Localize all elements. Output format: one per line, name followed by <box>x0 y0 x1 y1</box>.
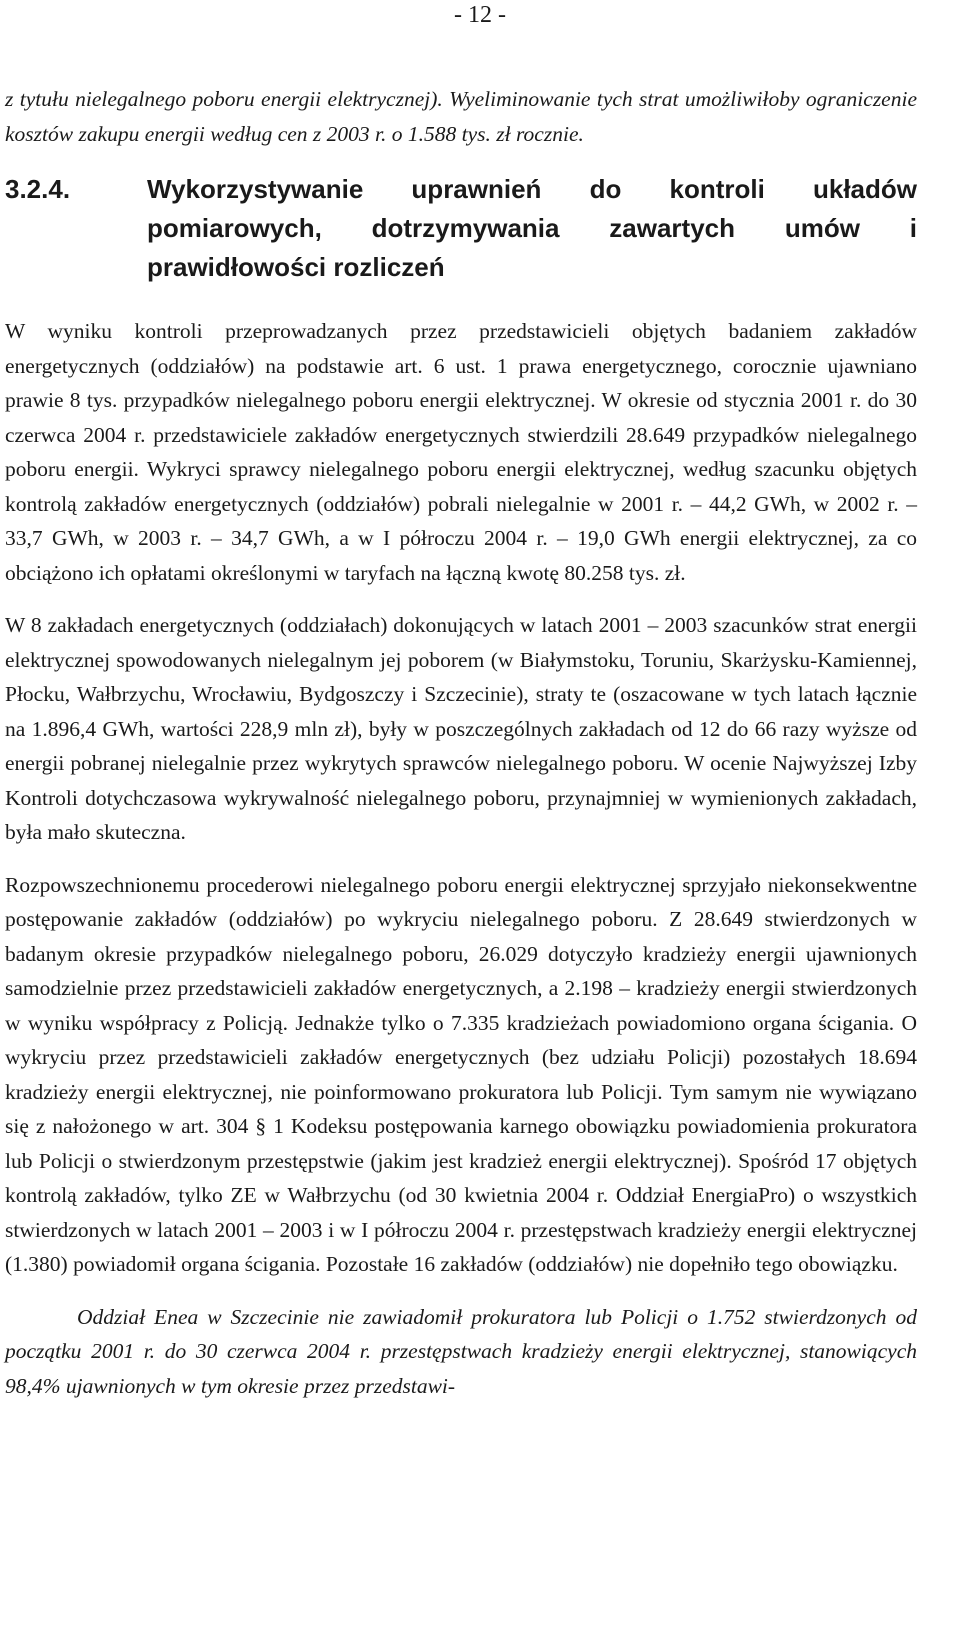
intro-paragraph: z tytułu nielegalnego poboru energii elektrycznej). Wyeliminowanie tych strat umożliwiłoby ograniczenie kosztów zakupu energii według cen z 2003 r. o 1.588 tys. zł rocznie. <box>5 87 917 146</box>
paragraph-1: W wyniku kontroli przeprowadzanych przez przedstawicieli objętych badaniem zakładów energetycznych (oddziałów) na podstawie art. 6 ust. 1 prawa energetycznego, corocznie ujawniano prawie 8 tys. przypadków nielegalnego poboru energii elektrycznej. W okresie od stycznia 2001 r. do 30 czerwca 2004 r. przedstawiciele zakładów energetycznych stwierdzili 28.649 przypadków nielegalnego poboru energii. Wykryci sprawcy nielegalnego poboru energii elektrycznej, według szacunku objętych kontrolą zakładów energetycznych (oddziałów) pobrali nielegalnie w 2001 r. – 44,2 GWh, w 2002 r. – 33,7 GWh, w 2003 r. – 34,7 GWh, a w I półroczu 2004 r. – 19,0 GWh energii elektrycznej, za co obciążono ich opłatami określonymi w taryfach na łączną kwotę 80.258 tys. zł. <box>5 319 917 585</box>
paragraph-3: Rozpowszechnionemu procederowi nielegalnego poboru energii elektrycznej sprzyjało niekonsekwentne postępowanie zakładów (oddziałów) po wykryciu nielegalnego poboru. Z 28.649 stwierdzonych w badanym okresie przypadków nielegalnego poboru, 26.029 dotyczyło kradzieży energii ujawnionych samodzielnie przez przedstawicieli zakładów energetycznych, a 2.198 – kradzieży energii stwierdzonych w wyniku współpracy z Policją. Jednakże tylko o 7.335 kradzieżach powiadomiono organa ścigania. O wykryciu przez przedstawicieli zakładów energetycznych (bez udziału Policji) pozostałych 18.694 kradzieży energii elektrycznej, nie poinformowano prokuratora lub Policji. Tym samym nie wywiązano się z nałożonego w art. 304 § 1 Kodeksu postępowania karnego obowiązku powiadomienia prokuratora lub Policji o stwierdzonym przestępstwie (jakim jest kradzież energii elektrycznej). Spośród 17 objętych kontrolą zakładów, tylko ZE w Wałbrzychu (od 30 kwietnia 2004 r. Oddział EnergiaPro) o wszystkich stwierdzonych w latach 2001 – 2003 i w I półroczu 2004 r. przestępstwach kradzieży energii elektrycznej (1.380) powiadomił organa ścigania. Pozostałe 16 zakładów (oddziałów) nie dopełniło tego obowiązku. <box>5 872 917 1276</box>
paragraph-4: Oddział Enea w Szczecinie nie zawiadomił prokuratora lub Policji o 1.752 stwierdzonych od początku 2001 r. do 30 czerwca 2004 r. przestępstwach kradzieży energii elektrycznej, stanowiących 98,4% ujawnionych w tym okresie przez przedstawi- <box>5 1304 917 1398</box>
section-title: Wykorzystywanie uprawnień do kontroli układów pomiarowych, dotrzymywania zawartych umów i prawidłowości rozliczeń <box>147 174 917 282</box>
section-number: 3.2.4. <box>5 174 71 204</box>
paragraph-2: W 8 zakładach energetycznych (oddziałach) dokonujących w latach 2001 – 2003 szacunków strat energii elektrycznej spowodowanych nielegalnym jej poborem (w Białymstoku, Toruniu, Skarżysku-Kamiennej, Płocku, Wałbrzychu, Wrocławiu, Bydgoszczy i Szczecinie), straty te (oszacowane w tych latach łącznie na 1.896,4 GWh, wartości 228,9 mln zł), były w poszczególnych zakładach od 12 do 66 razy wyższe od energii pobranej nielegalnie przez wykrytych sprawców nielegalnego poboru. W ocenie Najwyższej Izby Kontroli dotychczasowa wykrywalność nielegalnego poboru, przynajmniej w wymienionych zakładach, była mało skuteczna. <box>5 613 917 844</box>
page-number: - 12 - <box>454 2 506 28</box>
document-body <box>5 82 917 1403</box>
section-heading <box>5 170 917 287</box>
